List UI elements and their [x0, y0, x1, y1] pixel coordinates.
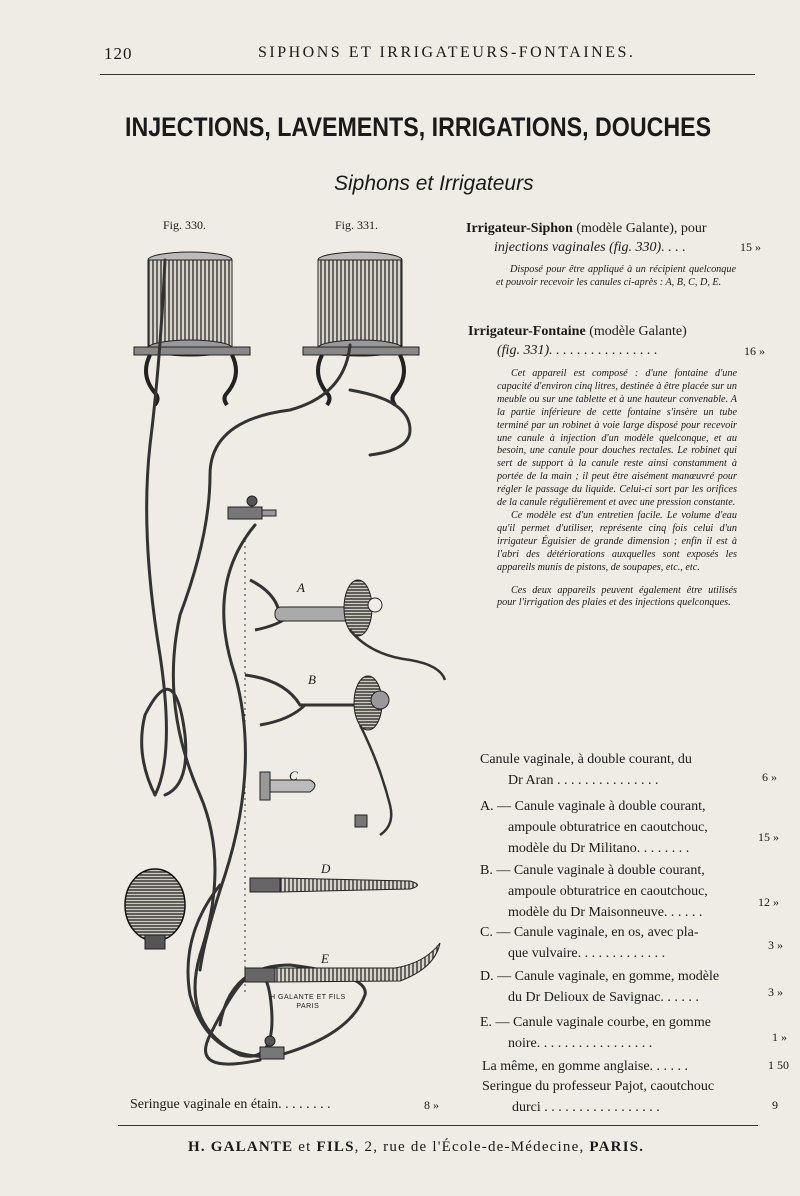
item-siphon-price: 15 » — [740, 240, 761, 254]
header-rule — [100, 74, 755, 75]
list-entry-anglaise: La même, en gomme anglaise. . . . . . — [482, 1059, 689, 1074]
item-fontaine-desc: Cet appareil est composé : d'une fontaine d'une capacité d'environ cinq litres, destinée à être placée sur un meuble ou sur une tablette et à une hauteur convenable. A la partie inférieure de cette fontaine s'insère un tube terminé par un robinet à voie large disposé pour recevoir une canule à injection d'un modèle quelconque, et au besoin, une canule pour douches rectales. Le robinet qui sert de support à la canule reste ainsi constamment à portée de la main ; il peut être aisément manœuvré pour régler le passage du liquide. Celui-ci sort par les orifices de la canule régulièrement et avec une pression constante. Ce modèle est d'un entretien facile. Le volume d'eau qu'il permet d'utiliser, représente cinq fois celui d'un irrigateur Éguisier de grande dimension ; enfin il est à l'abri des détériorations auxquelles sont exposés les appareils munis de pistons, de soupapes, etc., etc. Ces deux appareils peuvent également être utilisés pour l'irrigation des plaies et des injections quelconques. — [497, 368, 737, 609]
page-subheading: Siphons et Irrigateurs — [334, 172, 534, 195]
running-title: SIPHONS ET IRRIGATEURS-FONTAINES. — [258, 44, 636, 61]
page-number: 120 — [104, 44, 133, 63]
list-price-c: 3 » — [768, 938, 783, 952]
footer-rule — [118, 1125, 758, 1126]
part-label-a: A — [297, 580, 305, 595]
maker-stamp: H GALANTE ET FILS PARIS — [270, 994, 346, 1010]
list-entry-a: A. — Canule vaginale à double courant, ampoule obturatrice en caoutchouc, modèle du Dr Militano. . . . . . . . — [480, 799, 708, 856]
page-heading: INJECTIONS, LAVEMENTS, IRRIGATIONS, DOUCHES — [125, 112, 712, 142]
list-price-e: 1 » — [772, 1030, 787, 1044]
list-entry-e: E. — Canule vaginale courbe, en gomme noire. . . . . . . . . . . . . . . . . — [480, 1015, 711, 1051]
fig-331-label: Fig. 331. — [335, 218, 379, 232]
bottom-tap — [260, 1036, 284, 1059]
list-entry-b: B. — Canule vaginale à double courant, ampoule obturatrice en caoutchouc, modèle du Dr Maisonneuve. . . . . . — [480, 863, 708, 920]
list-price-a: 15 » — [758, 830, 779, 844]
left-item-price: 8 » — [424, 1098, 439, 1112]
part-label-e: E — [321, 951, 329, 966]
item-irrigateur-siphon: Irrigateur-Siphon (modèle Galante), pour — [466, 221, 707, 236]
irrigator-illustration — [120, 235, 455, 1095]
list-entry-aran: Canule vaginale, à double courant, du Dr Aran . . . . . . . . . . . . . . . — [480, 752, 692, 788]
rubber-bulb — [125, 869, 185, 949]
item-siphon-desc: Disposé pour être appliqué à un récipient quelconque et pouvoir recevoir les canules ci-après : A, B, C, D, E. — [496, 264, 736, 288]
left-item-seringue: Seringue vaginale en étain. . . . . . . . — [130, 1097, 331, 1112]
item-irrigateur-fontaine: Irrigateur-Fontaine (modèle Galante) — [468, 324, 687, 339]
cannula-d — [250, 878, 418, 892]
list-entry-pajot: Seringue du professeur Pajot, caoutchouc durci . . . . . . . . . . . . . . . . . — [482, 1079, 715, 1115]
footer-address: H. GALANTE et FILS, 2, rue de l'École-de-Médecine, PARIS. — [188, 1139, 645, 1155]
fig-330-label: Fig. 330. — [163, 218, 207, 232]
list-price-anglaise: 1 50 — [768, 1058, 789, 1072]
faucet-tap — [228, 496, 276, 519]
list-entry-d: D. — Canule vaginale, en gomme, modèle du Dr Delioux de Savignac. . . . . . — [480, 969, 720, 1005]
fountain-330 — [134, 252, 250, 405]
item-fontaine-line2: (fig. 331). . . . . . . . . . . . . . . . — [497, 343, 658, 358]
part-label-c: C — [289, 768, 298, 783]
rubber-tubing — [142, 260, 410, 1064]
cannula-a — [250, 580, 445, 680]
cannula-c — [260, 772, 315, 800]
list-price-pajot: 9 — [772, 1098, 778, 1112]
cannula-e — [245, 943, 440, 982]
list-price-aran: 6 » — [762, 770, 777, 784]
list-price-b: 12 » — [758, 895, 779, 909]
list-entry-c: C. — Canule vaginale, en os, avec pla- que vulvaire. . . . . . . . . . . . . — [480, 925, 699, 961]
running-head — [0, 44, 800, 68]
list-price-d: 3 » — [768, 985, 783, 999]
item-fontaine-price: 16 » — [744, 344, 765, 358]
part-label-d: D — [321, 861, 331, 876]
fountain-331 — [303, 252, 419, 405]
part-label-b: B — [308, 672, 316, 687]
item-siphon-line2: injections vaginales (fig. 330). . . . — [494, 240, 686, 255]
cannula-b — [245, 675, 391, 835]
